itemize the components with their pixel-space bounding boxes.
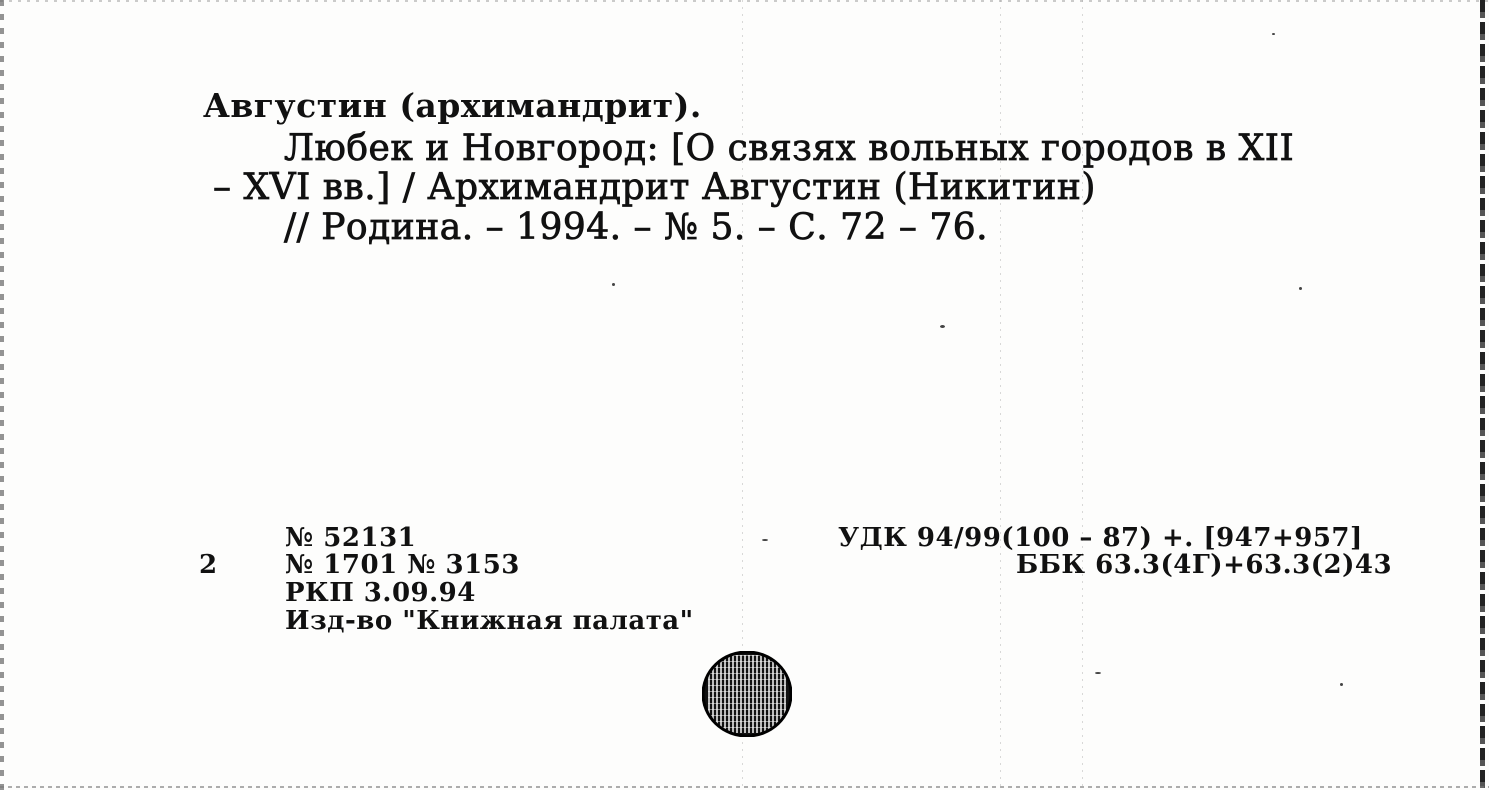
card-bottom-edge [0, 786, 1489, 788]
scan-speck [612, 283, 615, 286]
card-right-edge [1480, 0, 1485, 790]
title-line-1: Любек и Новгород: [О связях вольных городов в XII [284, 128, 1295, 169]
copies-count: 2 [199, 550, 218, 580]
source-line: // Родина. – 1994. – № 5. – С. 72 – 76. [284, 207, 989, 248]
card-top-edge [0, 0, 1489, 2]
bbk-code: ББК 63.3(4Г)+63.3(2)43 [1016, 550, 1393, 580]
udk-code: УДК 94/99(100 – 87) +. [947+957] [838, 523, 1363, 553]
scan-speck [1272, 33, 1275, 35]
scan-speck [1340, 683, 1343, 686]
scan-speck [762, 539, 768, 541]
catalog-numbers: № 1701 № 3153 [285, 550, 520, 580]
scan-speck [1299, 287, 1302, 290]
seal-stamp-icon [702, 651, 792, 737]
record-number: № 52131 [285, 523, 417, 553]
publisher: Изд-во "Книжная палата" [285, 606, 694, 636]
card-left-edge [0, 0, 4, 790]
scan-fold-line [1082, 0, 1083, 790]
scan-speck [1095, 672, 1101, 674]
scan-fold-line [1000, 0, 1001, 790]
scan-speck [940, 325, 945, 328]
author-heading: Августин (архимандрит). [203, 86, 702, 125]
title-line-2: – XVI вв.] / Архимандрит Августин (Никитин) [213, 167, 1096, 208]
rkp-date: РКП 3.09.94 [285, 578, 476, 608]
